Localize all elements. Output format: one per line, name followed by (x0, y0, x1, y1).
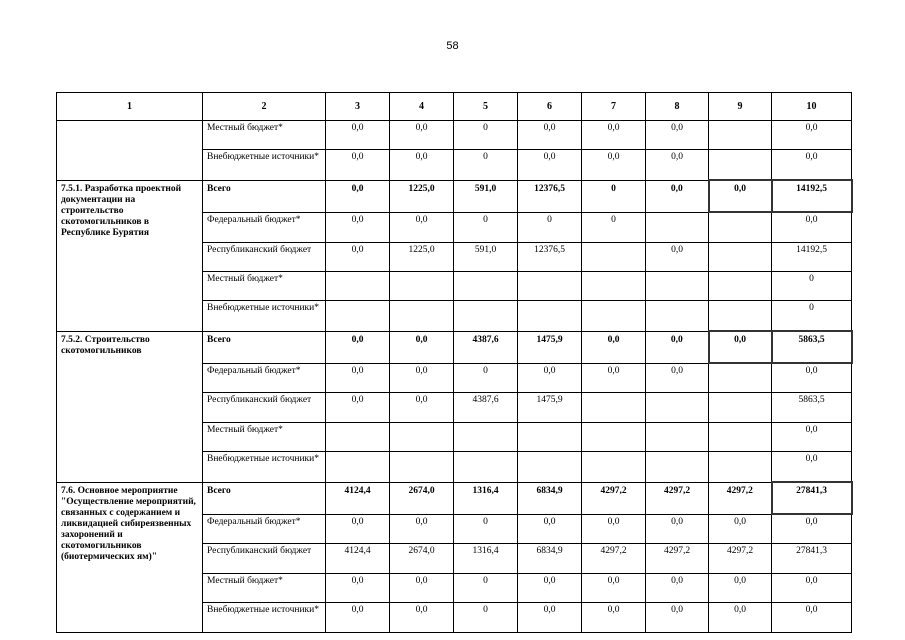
amount-cell: 0,0 (390, 331, 454, 363)
column-header: 3 (326, 93, 390, 121)
amount-cell: 4124,4 (326, 482, 390, 514)
amount-cell: 0,0 (772, 574, 852, 603)
amount-cell: 1225,0 (390, 243, 454, 272)
column-header: 10 (772, 93, 852, 121)
amount-cell: 0,0 (390, 150, 454, 181)
column-header: 9 (709, 93, 772, 121)
amount-cell: 1475,9 (518, 393, 582, 423)
amount-cell: 0 (454, 514, 518, 544)
amount-cell: 1475,9 (518, 331, 582, 363)
amount-cell: 14192,5 (772, 243, 852, 272)
amount-cell: 0,0 (518, 363, 582, 393)
amount-cell: 4297,2 (582, 482, 646, 514)
amount-cell: 0,0 (582, 574, 646, 603)
amount-cell (709, 212, 772, 243)
amount-cell (390, 272, 454, 301)
amount-cell: 1316,4 (454, 482, 518, 514)
funding-source: Местный бюджет* (203, 121, 326, 150)
amount-cell: 0,0 (518, 603, 582, 633)
amount-cell: 591,0 (454, 180, 518, 212)
amount-cell: 4297,2 (709, 544, 772, 574)
funding-source: Внебюджетные источники* (203, 452, 326, 483)
amount-cell: 6834,9 (518, 544, 582, 574)
amount-cell: 0,0 (326, 514, 390, 544)
amount-cell: 591,0 (454, 243, 518, 272)
amount-cell (709, 121, 772, 150)
funding-source: Местный бюджет* (203, 574, 326, 603)
amount-cell (646, 423, 709, 452)
amount-cell (709, 423, 772, 452)
amount-cell (326, 272, 390, 301)
amount-cell: 0,0 (326, 574, 390, 603)
amount-cell (709, 301, 772, 332)
amount-cell: 12376,5 (518, 180, 582, 212)
amount-cell: 0,0 (772, 603, 852, 633)
header-row (57, 93, 852, 121)
amount-cell: 0 (772, 272, 852, 301)
amount-cell: 0,0 (326, 180, 390, 212)
amount-cell: 0,0 (390, 212, 454, 243)
amount-cell: 0 (582, 212, 646, 243)
budget-table (56, 92, 853, 633)
amount-cell (582, 393, 646, 423)
amount-cell: 0,0 (326, 393, 390, 423)
amount-cell: 0,0 (646, 603, 709, 633)
amount-cell (390, 452, 454, 483)
amount-cell (390, 423, 454, 452)
program-item-name: 7.5.1. Разработка проектной документации на строительство скотомогильников в Республике Бурятия (57, 180, 203, 331)
table-row (57, 331, 852, 363)
amount-cell: 1316,4 (454, 544, 518, 574)
funding-source: Внебюджетные источники* (203, 603, 326, 633)
amount-cell: 0,0 (772, 452, 852, 483)
amount-cell: 0,0 (518, 514, 582, 544)
funding-source: Республиканский бюджет (203, 544, 326, 574)
column-header: 1 (57, 93, 203, 121)
amount-cell (582, 301, 646, 332)
amount-cell: 0,0 (709, 603, 772, 633)
amount-cell: 0,0 (709, 331, 772, 363)
amount-cell: 0,0 (390, 363, 454, 393)
amount-cell: 0,0 (390, 514, 454, 544)
amount-cell (646, 301, 709, 332)
amount-cell: 0,0 (390, 393, 454, 423)
amount-cell (709, 272, 772, 301)
funding-source: Республиканский бюджет (203, 243, 326, 272)
amount-cell (518, 301, 582, 332)
amount-cell (582, 272, 646, 301)
amount-cell (326, 423, 390, 452)
amount-cell: 0,0 (582, 603, 646, 633)
amount-cell: 12376,5 (518, 243, 582, 272)
amount-cell: 4297,2 (582, 544, 646, 574)
amount-cell: 0,0 (646, 574, 709, 603)
amount-cell: 0,0 (646, 514, 709, 544)
amount-cell (454, 423, 518, 452)
amount-cell (709, 452, 772, 483)
amount-cell: 27841,3 (772, 544, 852, 574)
table-row (57, 482, 852, 514)
amount-cell: 0,0 (326, 363, 390, 393)
amount-cell: 0,0 (390, 121, 454, 150)
amount-cell: 2674,0 (390, 544, 454, 574)
amount-cell: 0,0 (326, 212, 390, 243)
amount-cell (326, 452, 390, 483)
amount-cell: 4387,6 (454, 331, 518, 363)
amount-cell: 4297,2 (646, 482, 709, 514)
amount-cell (709, 150, 772, 181)
amount-cell: 0,0 (518, 574, 582, 603)
amount-cell: 0,0 (326, 603, 390, 633)
amount-cell (709, 363, 772, 393)
amount-cell: 0,0 (326, 243, 390, 272)
amount-cell: 0 (582, 180, 646, 212)
amount-cell: 0,0 (326, 150, 390, 181)
amount-cell (390, 301, 454, 332)
amount-cell: 14192,5 (772, 180, 852, 212)
amount-cell: 0,0 (582, 331, 646, 363)
funding-source: Федеральный бюджет* (203, 363, 326, 393)
amount-cell: 0,0 (772, 150, 852, 181)
amount-cell: 0,0 (582, 121, 646, 150)
amount-cell (326, 301, 390, 332)
amount-cell: 0 (454, 603, 518, 633)
amount-cell: 4124,4 (326, 544, 390, 574)
amount-cell: 0,0 (518, 150, 582, 181)
program-item-name: 7.5.2. Строительство скотомогильников (57, 331, 203, 482)
amount-cell: 0 (454, 121, 518, 150)
amount-cell: 0 (454, 363, 518, 393)
column-header: 6 (518, 93, 582, 121)
amount-cell (646, 393, 709, 423)
amount-cell: 4387,6 (454, 393, 518, 423)
funding-source: Местный бюджет* (203, 272, 326, 301)
column-header: 7 (582, 93, 646, 121)
amount-cell: 0,0 (772, 212, 852, 243)
amount-cell: 0,0 (646, 243, 709, 272)
program-item-name: 7.6. Основное мероприятие "Осуществление мероприятий, связанных с содержанием и ликвидацией сибиреязвенных захоронений и скотомогильников (биотермических ям)" (57, 482, 203, 633)
amount-cell: 0,0 (390, 574, 454, 603)
table-row (57, 180, 852, 212)
amount-cell (454, 452, 518, 483)
amount-cell: 0 (772, 301, 852, 332)
funding-source: Всего (203, 331, 326, 363)
table-row (57, 121, 852, 150)
amount-cell: 0,0 (646, 331, 709, 363)
amount-cell: 0,0 (582, 514, 646, 544)
amount-cell (582, 243, 646, 272)
column-header: 5 (454, 93, 518, 121)
amount-cell: 0 (454, 150, 518, 181)
amount-cell: 0 (454, 574, 518, 603)
funding-source: Местный бюджет* (203, 423, 326, 452)
amount-cell (454, 301, 518, 332)
amount-cell (454, 272, 518, 301)
funding-source: Всего (203, 482, 326, 514)
amount-cell: 0,0 (582, 150, 646, 181)
amount-cell (582, 423, 646, 452)
funding-source: Республиканский бюджет (203, 393, 326, 423)
amount-cell: 0,0 (772, 514, 852, 544)
funding-source: Всего (203, 180, 326, 212)
amount-cell: 0 (518, 212, 582, 243)
amount-cell: 0,0 (326, 331, 390, 363)
funding-source: Внебюджетные источники* (203, 301, 326, 332)
amount-cell (709, 243, 772, 272)
amount-cell: 0,0 (772, 363, 852, 393)
amount-cell: 0,0 (646, 121, 709, 150)
amount-cell: 0,0 (518, 121, 582, 150)
column-header: 4 (390, 93, 454, 121)
amount-cell: 0 (454, 212, 518, 243)
amount-cell: 0,0 (326, 121, 390, 150)
amount-cell: 0,0 (709, 514, 772, 544)
amount-cell (582, 452, 646, 483)
column-header: 8 (646, 93, 709, 121)
amount-cell: 0,0 (582, 363, 646, 393)
amount-cell (709, 393, 772, 423)
amount-cell: 4297,2 (646, 544, 709, 574)
column-header: 2 (203, 93, 326, 121)
amount-cell: 0,0 (772, 423, 852, 452)
amount-cell: 0,0 (390, 603, 454, 633)
page-number: 58 (446, 40, 459, 52)
amount-cell: 2674,0 (390, 482, 454, 514)
amount-cell (518, 452, 582, 483)
amount-cell (518, 272, 582, 301)
amount-cell: 0,0 (709, 180, 772, 212)
amount-cell (646, 452, 709, 483)
program-item-name (57, 121, 203, 181)
amount-cell: 27841,3 (772, 482, 852, 514)
funding-source: Федеральный бюджет* (203, 212, 326, 243)
funding-source: Внебюджетные источники* (203, 150, 326, 181)
funding-source: Федеральный бюджет* (203, 514, 326, 544)
amount-cell: 0,0 (772, 121, 852, 150)
amount-cell (646, 272, 709, 301)
amount-cell: 4297,2 (709, 482, 772, 514)
amount-cell: 0,0 (646, 363, 709, 393)
amount-cell: 5863,5 (772, 393, 852, 423)
amount-cell: 5863,5 (772, 331, 852, 363)
amount-cell: 6834,9 (518, 482, 582, 514)
amount-cell: 1225,0 (390, 180, 454, 212)
amount-cell (518, 423, 582, 452)
amount-cell: 0,0 (646, 150, 709, 181)
amount-cell: 0,0 (646, 180, 709, 212)
amount-cell: 0,0 (709, 574, 772, 603)
amount-cell (646, 212, 709, 243)
